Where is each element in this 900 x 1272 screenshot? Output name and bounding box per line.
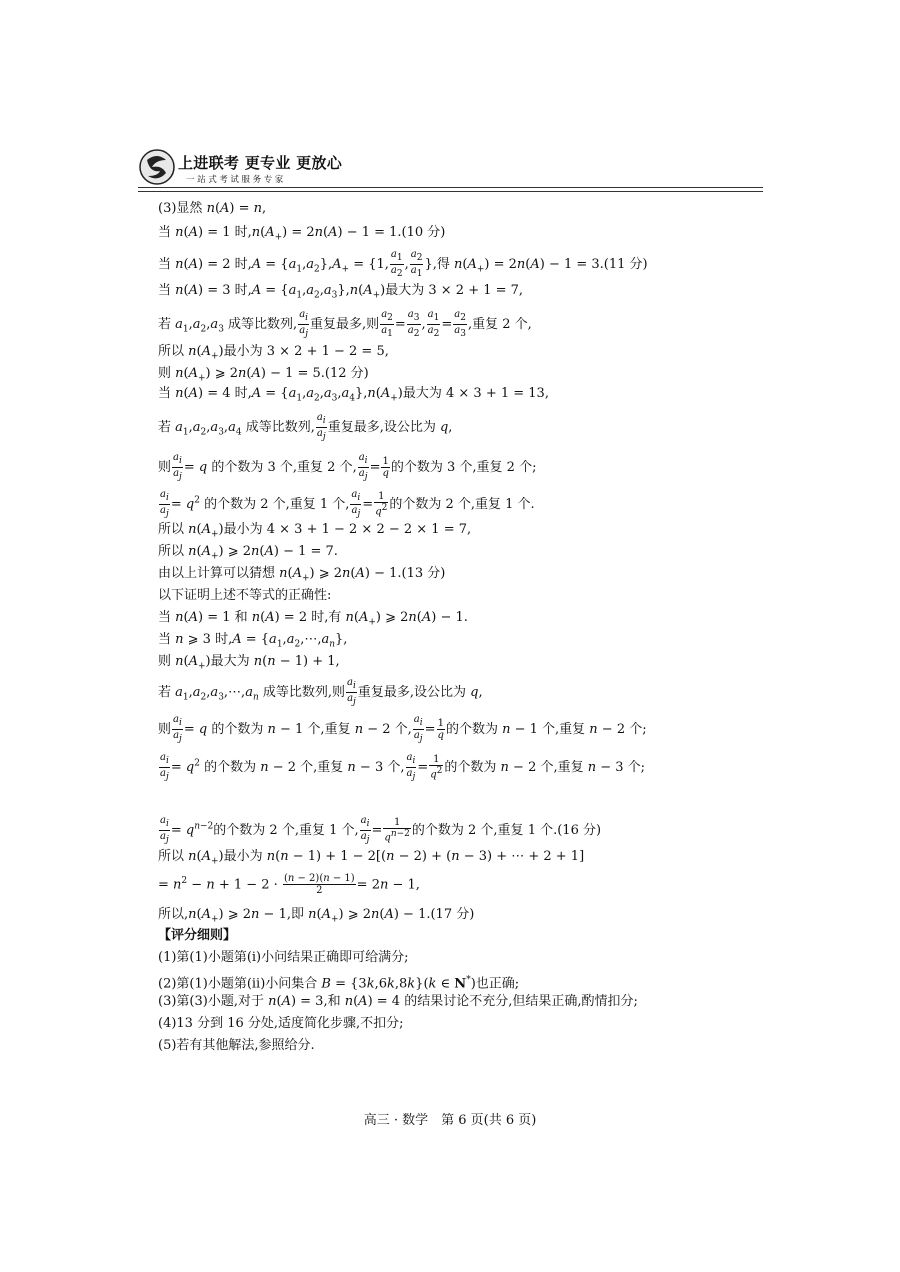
- text-line-20: 则 $\frac{a_i}{a_j}$ = q 的个数为 n − 1 个,重复 n − 2 个, $\frac{a_i}{a_j}$ = $\frac{1}{q}$ 的个数为 n − 1 个,重复 n − 2 个;: [158, 714, 647, 744]
- text-line-13: 所以 $n(A_+)$ ⩾ 2n(A) − 1 = 7.: [158, 544, 338, 562]
- text-line-4: 当 n(A) = 3 时$,A = \{a_1,a_2,a_3\},n(A_+)$最大为 3 × 2 + 1 = 7,: [158, 283, 524, 301]
- text-line-8: 当 n(A) = 4 时$,A = \{a_1,a_2,a_3,a_4\},n(A_+)$最大为 4 × 3 + 1 = 13,: [158, 386, 549, 404]
- text-line-5: 若 $a_1,a_2,a_3$ 成等比数列, $\frac{a_i}{a_j}$ 重复最多,则 $\frac{a_2}{a_1}$ = $\frac{a_3}{a_2}$ , $\frac{a_1}{a_2}$ = $\frac{a_2}{a_3}$ ,重复 2 个,: [158, 309, 532, 339]
- text-line-22: $\frac{a_i}{a_j}$ = $q^{n-2}$的个数为 2 个,重复 1 个, $\frac{a_i}{a_j}$ = $\frac{1}{q^{n-2}}$ 的个数为 2 个,重复 1 个.(16 分): [160, 815, 602, 845]
- grading-rule-1: (1)第(1)小题第(i)小问结果正确即可给满分;: [158, 950, 409, 965]
- text-line-15: 以下证明上述不等式的正确性:: [158, 588, 332, 603]
- text-line-3: 当 n(A) = 2 时$,A = \{a_1,a_2\},A_+ = \{1$, $\frac{a_1}{a_2}$ , $\frac{a_2}{a_1}$ },得 $n(A_+) = 2n(A) - 1 = 3.(11$ 分): [158, 249, 648, 279]
- text-line-2: 当 n(A) = 1 时$,n(A_+) = 2n(A) - 1 = 1.(10$ 分): [158, 225, 446, 243]
- grading-rule-3: (3)第(3)小题,对于 n(A) = 3,和 n(A) = 4 的结果讨论不充分,但结果正确,酌情扣分;: [158, 994, 638, 1009]
- grading-rules-title: 【评分细则】: [158, 928, 237, 943]
- text-line-17: 当 n ⩾ 3 时$,A = \{a_1,a_2,\cdots,a_n\}$,: [158, 632, 348, 650]
- text-line-6: 所以 $n(A_+)$最小为 3 × 2 + 1 − 2 = 5,: [158, 344, 389, 362]
- header-slogan: 上进联考 更专业 更放心: [178, 154, 343, 172]
- grading-rule-4: (4)13 分到 16 分处,适度简化步骤,不扣分;: [158, 1016, 404, 1031]
- text-line-12: 所以 $n(A_+)$最小为 4 × 3 + 1 − 2 × 2 − 2 × 1 = 7,: [158, 522, 472, 540]
- header-rule-thin: [138, 191, 763, 192]
- text-line-11: $\frac{a_i}{a_j}$ = $q^2$ 的个数为 2 个,重复 1 个, $\frac{a_i}{a_j}$ = $\frac{1}{q^2}$ 的个数为 2 个,重复 1 个.: [160, 489, 535, 519]
- text-line-1: (3)显然 n(A) = n,: [158, 201, 267, 216]
- header-subslogan: 一站式考试服务专家: [186, 175, 286, 185]
- page-header: [138, 148, 763, 193]
- text-line-7: 则 $n(A_+)$ ⩾ 2n(A) − 1 = 5.(12 分): [158, 366, 369, 384]
- text-line-18: 则 $n(A_+)$最大为 n(n − 1) + 1,: [158, 654, 340, 672]
- header-rule: [138, 187, 763, 188]
- text-line-25: 所以$,n(A_+)$ ⩾ 2n − 1,即 $n(A_+)$ ⩾ 2n(A) − 1.(17 分): [158, 907, 475, 925]
- text-line-16: 当 n(A) = 1 和 n(A) = 2 时,有 $n(A_+)$ ⩾ 2n(A) − 1.: [158, 610, 468, 628]
- text-line-24: = $n^2 - n + 1 - 2$ · $\frac{(n - 2)(n - 1)}{2}$ = 2n − 1,: [158, 873, 420, 897]
- grading-rule-5: (5)若有其他解法,参照给分.: [158, 1038, 315, 1053]
- text-line-9: 若 $a_1,a_2,a_3,a_4$ 成等比数列, $\frac{a_i}{a_j}$ 重复最多,设公比为 q,: [158, 412, 453, 442]
- text-line-14: 由以上计算可以猜想 $n(A_+)$ ⩾ 2n(A) − 1.(13 分): [158, 566, 446, 584]
- grading-rule-2: (2)第(1)小题第(ii)小问集合 B = {3k,6k,8k}(k ∈ N*)也正确;: [158, 975, 520, 992]
- page-footer: 高三 · 数学 第 6 页(共 6 页): [363, 1113, 537, 1128]
- text-line-10: 则 $\frac{a_i}{a_j}$ = q 的个数为 3 个,重复 2 个, $\frac{a_i}{a_j}$ = $\frac{1}{q}$ 的个数为 3 个,重复 2 个;: [158, 452, 537, 482]
- text-line-21: $\frac{a_i}{a_j}$ = $q^2$ 的个数为 n − 2 个,重复 n − 3 个, $\frac{a_i}{a_j}$ = $\frac{1}{q^2}$ 的个数为 n − 2 个,重复 n − 3 个;: [160, 752, 646, 782]
- logo-icon: [138, 148, 176, 186]
- text-line-19: 若 $a_1,a_2,a_3,\cdots,a_n$ 成等比数列,则 $\frac{a_i}{a_j}$ 重复最多,设公比为 q,: [158, 677, 483, 707]
- text-line-23: 所以 $n(A_+)$最小为 n(n − 1) + 1 − 2[(n − 2) + (n − 3) + ⋯ + 2 + 1]: [158, 849, 585, 867]
